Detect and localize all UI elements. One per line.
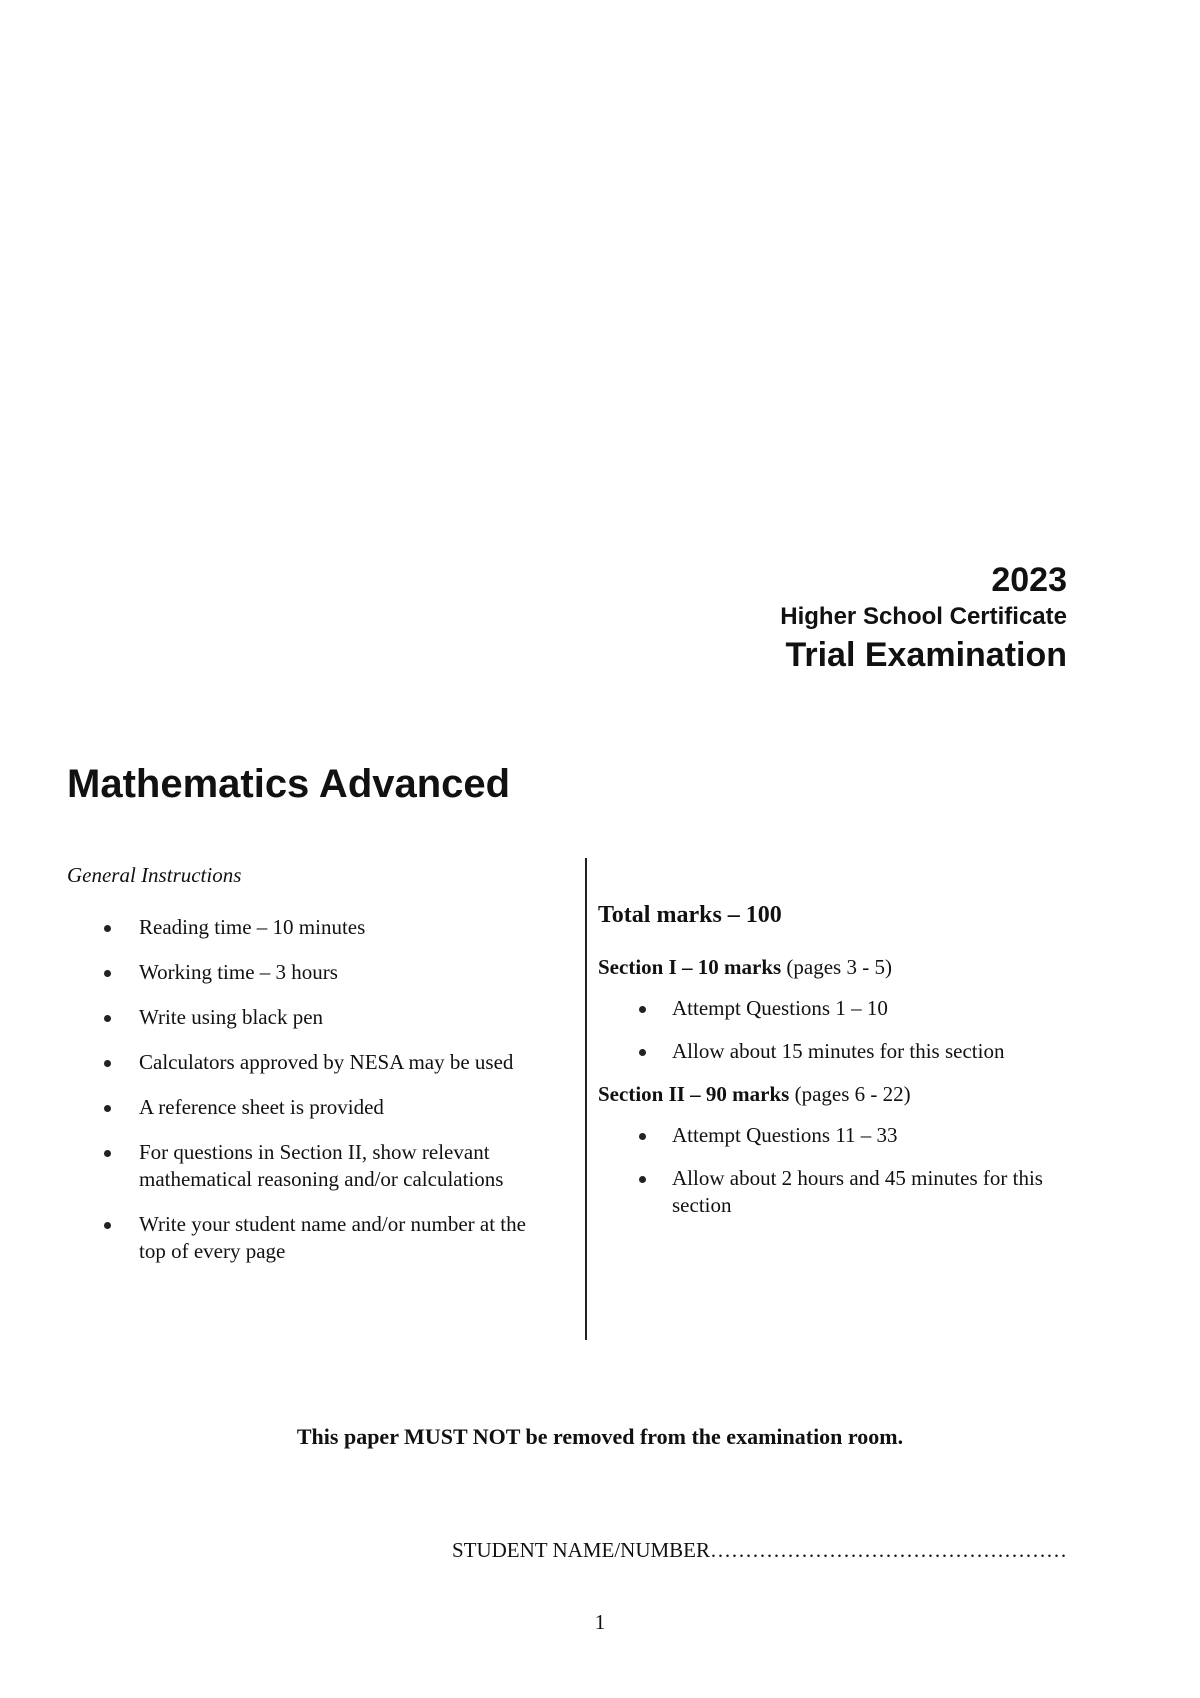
section-2-title: Section II – 90 marks [598, 1082, 790, 1106]
section-instruction: Attempt Questions 1 – 10 [672, 996, 888, 1020]
list-item [67, 1004, 537, 1031]
section-instruction: Allow about 15 minutes for this section [672, 1039, 1005, 1063]
bullet-icon [639, 1049, 646, 1056]
bullet-icon [104, 970, 111, 977]
bullet-icon [104, 1060, 111, 1067]
bullet-icon [639, 1006, 646, 1013]
list-item [67, 1211, 537, 1265]
list-item [67, 959, 537, 986]
bullet-icon [104, 1015, 111, 1022]
instructions-list [67, 914, 537, 1265]
instruction-text: Calculators approved by NESA may be used [139, 1050, 514, 1074]
list-item [67, 1094, 537, 1121]
column-divider [585, 858, 587, 1340]
list-item [598, 995, 1078, 1022]
general-instructions-heading: General Instructions [67, 863, 242, 887]
certificate-name: Higher School Certificate [780, 603, 1067, 630]
section-1-list [598, 995, 1078, 1065]
total-marks: Total marks – 100 [598, 902, 782, 928]
general-instructions [67, 862, 537, 1283]
instruction-text: For questions in Section II, show relevant mathematical reasoning and/or calculations [139, 1140, 504, 1191]
list-item [67, 914, 537, 941]
section-instruction: Attempt Questions 11 – 33 [672, 1123, 898, 1147]
student-name-field: STUDENT NAME/NUMBER…………………………………………… [451, 1538, 1067, 1562]
exam-year: 2023 [991, 561, 1067, 599]
list-item [598, 1122, 1078, 1149]
exam-room-warning: This paper MUST NOT be removed from the examination room. [296, 1424, 904, 1449]
exam-title-block [780, 560, 1067, 676]
instruction-text: A reference sheet is provided [139, 1095, 384, 1119]
page-number: 1 [594, 1610, 606, 1634]
section-instruction: Allow about 2 hours and 45 minutes for this section [672, 1166, 1043, 1217]
list-item [598, 1165, 1078, 1219]
instruction-text: Write your student name and/or number at the top of every page [139, 1212, 526, 1263]
subject-title: Mathematics Advanced [67, 762, 511, 806]
section-1-pages: (pages 3 - 5) [786, 955, 892, 979]
section-2-pages: (pages 6 - 22) [794, 1082, 911, 1106]
bullet-icon [639, 1176, 646, 1183]
instruction-text: Reading time – 10 minutes [139, 915, 366, 939]
bullet-icon [104, 1222, 111, 1229]
instruction-text: Write using black pen [139, 1005, 324, 1029]
bullet-icon [104, 925, 111, 932]
marks-summary [598, 900, 1078, 1235]
bullet-icon [104, 1105, 111, 1112]
instruction-text: Working time – 3 hours [139, 960, 338, 984]
bullet-icon [639, 1133, 646, 1140]
exam-type: Trial Examination [785, 636, 1067, 674]
section-2-heading [598, 1081, 1078, 1108]
section-1-heading [598, 954, 1078, 981]
section-2-list [598, 1122, 1078, 1219]
section-1-title: Section I – 10 marks [598, 955, 782, 979]
list-item [67, 1049, 537, 1076]
list-item [598, 1038, 1078, 1065]
list-item [67, 1139, 537, 1193]
bullet-icon [104, 1150, 111, 1157]
